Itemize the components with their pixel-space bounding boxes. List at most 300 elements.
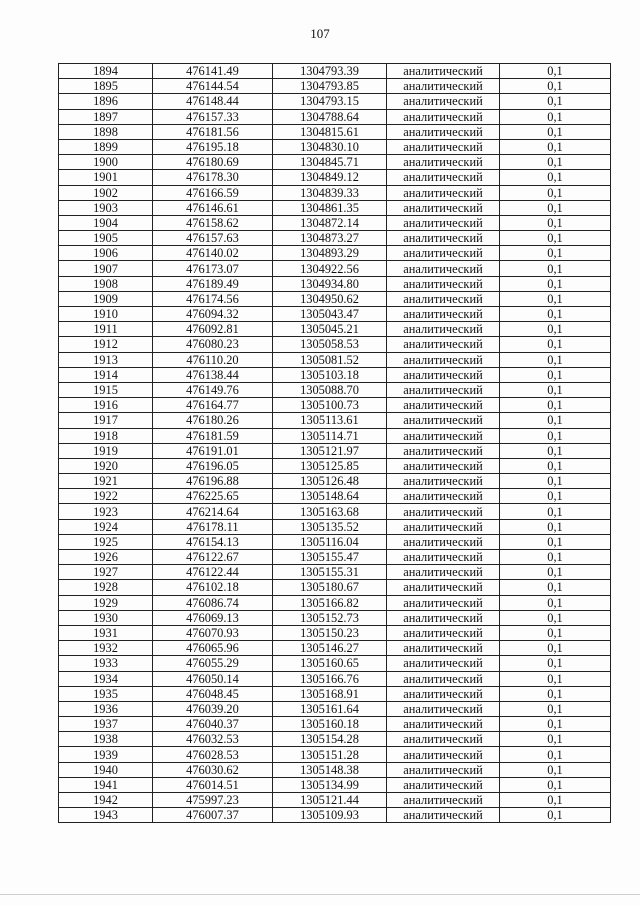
table-row (59, 185, 611, 200)
x-coordinate-cell: 476191.01 (153, 443, 273, 458)
table-row (59, 610, 611, 625)
y-coordinate-cell: 1305081.52 (273, 352, 387, 367)
y-coordinate-cell: 1305150.23 (273, 625, 387, 640)
accuracy-cell: 0,1 (500, 701, 611, 716)
accuracy-cell: 0,1 (500, 443, 611, 458)
point-number-cell: 1906 (59, 246, 153, 261)
accuracy-cell: 0,1 (500, 79, 611, 94)
page-number: 107 (310, 26, 330, 41)
y-coordinate-cell: 1304815.61 (273, 124, 387, 139)
x-coordinate-cell: 476080.23 (153, 337, 273, 352)
accuracy-cell: 0,1 (500, 489, 611, 504)
accuracy-cell: 0,1 (500, 474, 611, 489)
y-coordinate-cell: 1305152.73 (273, 610, 387, 625)
accuracy-cell: 0,1 (500, 94, 611, 109)
method-cell: аналитический (387, 504, 500, 519)
table-row (59, 307, 611, 322)
y-coordinate-cell: 1304934.80 (273, 276, 387, 291)
y-coordinate-cell: 1305148.64 (273, 489, 387, 504)
method-cell: аналитический (387, 474, 500, 489)
method-cell: аналитический (387, 155, 500, 170)
method-cell: аналитический (387, 322, 500, 337)
table-row (59, 793, 611, 808)
point-number-cell: 1933 (59, 656, 153, 671)
y-coordinate-cell: 1305126.48 (273, 474, 387, 489)
method-cell: аналитический (387, 398, 500, 413)
y-coordinate-cell: 1305160.65 (273, 656, 387, 671)
accuracy-cell: 0,1 (500, 215, 611, 230)
x-coordinate-cell: 476065.96 (153, 641, 273, 656)
accuracy-cell: 0,1 (500, 307, 611, 322)
x-coordinate-cell: 475997.23 (153, 793, 273, 808)
point-number-cell: 1910 (59, 307, 153, 322)
method-cell: аналитический (387, 580, 500, 595)
accuracy-cell: 0,1 (500, 458, 611, 473)
y-coordinate-cell: 1305148.38 (273, 762, 387, 777)
method-cell: аналитический (387, 641, 500, 656)
table-row (59, 717, 611, 732)
y-coordinate-cell: 1305160.18 (273, 717, 387, 732)
x-coordinate-cell: 476040.37 (153, 717, 273, 732)
y-coordinate-cell: 1305043.47 (273, 307, 387, 322)
y-coordinate-cell: 1305134.99 (273, 777, 387, 792)
method-cell: аналитический (387, 109, 500, 124)
x-coordinate-cell: 476070.93 (153, 625, 273, 640)
accuracy-cell: 0,1 (500, 762, 611, 777)
table-row (59, 352, 611, 367)
method-cell: аналитический (387, 686, 500, 701)
table-row (59, 458, 611, 473)
x-coordinate-cell: 476180.69 (153, 155, 273, 170)
x-coordinate-cell: 476195.18 (153, 139, 273, 154)
method-cell: аналитический (387, 291, 500, 306)
point-number-cell: 1932 (59, 641, 153, 656)
method-cell: аналитический (387, 94, 500, 109)
table-row (59, 443, 611, 458)
accuracy-cell: 0,1 (500, 565, 611, 580)
method-cell: аналитический (387, 64, 500, 79)
y-coordinate-cell: 1305155.31 (273, 565, 387, 580)
x-coordinate-cell: 476148.44 (153, 94, 273, 109)
accuracy-cell: 0,1 (500, 139, 611, 154)
x-coordinate-cell: 476138.44 (153, 367, 273, 382)
y-coordinate-cell: 1304893.29 (273, 246, 387, 261)
point-number-cell: 1914 (59, 367, 153, 382)
accuracy-cell: 0,1 (500, 322, 611, 337)
y-coordinate-cell: 1304845.71 (273, 155, 387, 170)
accuracy-cell: 0,1 (500, 261, 611, 276)
x-coordinate-cell: 476014.51 (153, 777, 273, 792)
accuracy-cell: 0,1 (500, 504, 611, 519)
x-coordinate-cell: 476214.64 (153, 504, 273, 519)
y-coordinate-cell: 1305166.76 (273, 671, 387, 686)
method-cell: аналитический (387, 762, 500, 777)
table-row (59, 701, 611, 716)
table-row (59, 94, 611, 109)
accuracy-cell: 0,1 (500, 185, 611, 200)
point-number-cell: 1894 (59, 64, 153, 79)
x-coordinate-cell: 476086.74 (153, 595, 273, 610)
accuracy-cell: 0,1 (500, 686, 611, 701)
x-coordinate-cell: 476189.49 (153, 276, 273, 291)
point-number-cell: 1939 (59, 747, 153, 762)
method-cell: аналитический (387, 215, 500, 230)
point-number-cell: 1919 (59, 443, 153, 458)
table-row (59, 686, 611, 701)
accuracy-cell: 0,1 (500, 382, 611, 397)
method-cell: аналитический (387, 519, 500, 534)
accuracy-cell: 0,1 (500, 413, 611, 428)
x-coordinate-cell: 476146.61 (153, 200, 273, 215)
x-coordinate-cell: 476158.62 (153, 215, 273, 230)
x-coordinate-cell: 476050.14 (153, 671, 273, 686)
accuracy-cell: 0,1 (500, 641, 611, 656)
point-number-cell: 1901 (59, 170, 153, 185)
table-row (59, 534, 611, 549)
table-row (59, 109, 611, 124)
point-number-cell: 1897 (59, 109, 153, 124)
point-number-cell: 1911 (59, 322, 153, 337)
y-coordinate-cell: 1304873.27 (273, 231, 387, 246)
table-row (59, 398, 611, 413)
accuracy-cell: 0,1 (500, 550, 611, 565)
accuracy-cell: 0,1 (500, 808, 611, 823)
y-coordinate-cell: 1305155.47 (273, 550, 387, 565)
x-coordinate-cell: 476178.30 (153, 170, 273, 185)
table-row (59, 367, 611, 382)
method-cell: аналитический (387, 367, 500, 382)
point-number-cell: 1935 (59, 686, 153, 701)
y-coordinate-cell: 1305109.93 (273, 808, 387, 823)
y-coordinate-cell: 1305058.53 (273, 337, 387, 352)
table-row (59, 777, 611, 792)
table-row (59, 504, 611, 519)
y-coordinate-cell: 1305113.61 (273, 413, 387, 428)
accuracy-cell: 0,1 (500, 625, 611, 640)
method-cell: аналитический (387, 777, 500, 792)
table-row (59, 550, 611, 565)
y-coordinate-cell: 1305166.82 (273, 595, 387, 610)
accuracy-cell: 0,1 (500, 64, 611, 79)
y-coordinate-cell: 1304861.35 (273, 200, 387, 215)
accuracy-cell: 0,1 (500, 671, 611, 686)
accuracy-cell: 0,1 (500, 717, 611, 732)
point-number-cell: 1908 (59, 276, 153, 291)
method-cell: аналитический (387, 701, 500, 716)
accuracy-cell: 0,1 (500, 200, 611, 215)
accuracy-cell: 0,1 (500, 534, 611, 549)
method-cell: аналитический (387, 671, 500, 686)
point-number-cell: 1923 (59, 504, 153, 519)
y-coordinate-cell: 1305088.70 (273, 382, 387, 397)
y-coordinate-cell: 1304950.62 (273, 291, 387, 306)
table-row (59, 261, 611, 276)
method-cell: аналитический (387, 443, 500, 458)
point-number-cell: 1915 (59, 382, 153, 397)
y-coordinate-cell: 1305103.18 (273, 367, 387, 382)
table-body (59, 64, 611, 823)
method-cell: аналитический (387, 610, 500, 625)
accuracy-cell: 0,1 (500, 291, 611, 306)
table-row (59, 413, 611, 428)
method-cell: аналитический (387, 428, 500, 443)
table-row (59, 382, 611, 397)
method-cell: аналитический (387, 185, 500, 200)
table-row (59, 322, 611, 337)
table-row (59, 124, 611, 139)
point-number-cell: 1931 (59, 625, 153, 640)
point-number-cell: 1927 (59, 565, 153, 580)
method-cell: аналитический (387, 656, 500, 671)
y-coordinate-cell: 1305121.44 (273, 793, 387, 808)
table-row (59, 519, 611, 534)
point-number-cell: 1929 (59, 595, 153, 610)
point-number-cell: 1898 (59, 124, 153, 139)
point-number-cell: 1899 (59, 139, 153, 154)
y-coordinate-cell: 1305180.67 (273, 580, 387, 595)
y-coordinate-cell: 1305151.28 (273, 747, 387, 762)
x-coordinate-cell: 476048.45 (153, 686, 273, 701)
point-number-cell: 1921 (59, 474, 153, 489)
x-coordinate-cell: 476154.13 (153, 534, 273, 549)
x-coordinate-cell: 476178.11 (153, 519, 273, 534)
method-cell: аналитический (387, 565, 500, 580)
table-row (59, 656, 611, 671)
point-number-cell: 1937 (59, 717, 153, 732)
x-coordinate-cell: 476196.88 (153, 474, 273, 489)
method-cell: аналитический (387, 276, 500, 291)
accuracy-cell: 0,1 (500, 231, 611, 246)
method-cell: аналитический (387, 261, 500, 276)
point-number-cell: 1942 (59, 793, 153, 808)
x-coordinate-cell: 476094.32 (153, 307, 273, 322)
y-coordinate-cell: 1305114.71 (273, 428, 387, 443)
method-cell: аналитический (387, 139, 500, 154)
x-coordinate-cell: 476110.20 (153, 352, 273, 367)
table-row (59, 625, 611, 640)
point-number-cell: 1902 (59, 185, 153, 200)
x-coordinate-cell: 476092.81 (153, 322, 273, 337)
table-row (59, 139, 611, 154)
accuracy-cell: 0,1 (500, 170, 611, 185)
method-cell: аналитический (387, 352, 500, 367)
point-number-cell: 1924 (59, 519, 153, 534)
table-row (59, 580, 611, 595)
point-number-cell: 1903 (59, 200, 153, 215)
y-coordinate-cell: 1304788.64 (273, 109, 387, 124)
y-coordinate-cell: 1305116.04 (273, 534, 387, 549)
table-row (59, 155, 611, 170)
x-coordinate-cell: 476028.53 (153, 747, 273, 762)
y-coordinate-cell: 1305121.97 (273, 443, 387, 458)
point-number-cell: 1934 (59, 671, 153, 686)
y-coordinate-cell: 1305163.68 (273, 504, 387, 519)
x-coordinate-cell: 476157.63 (153, 231, 273, 246)
x-coordinate-cell: 476173.07 (153, 261, 273, 276)
table-row (59, 762, 611, 777)
accuracy-cell: 0,1 (500, 656, 611, 671)
table-row (59, 215, 611, 230)
y-coordinate-cell: 1305154.28 (273, 732, 387, 747)
method-cell: аналитический (387, 717, 500, 732)
table-row (59, 808, 611, 823)
y-coordinate-cell: 1305135.52 (273, 519, 387, 534)
point-number-cell: 1941 (59, 777, 153, 792)
x-coordinate-cell: 476140.02 (153, 246, 273, 261)
table-row (59, 79, 611, 94)
table-row (59, 200, 611, 215)
x-coordinate-cell: 476122.67 (153, 550, 273, 565)
method-cell: аналитический (387, 534, 500, 549)
accuracy-cell: 0,1 (500, 580, 611, 595)
method-cell: аналитический (387, 458, 500, 473)
y-coordinate-cell: 1304922.56 (273, 261, 387, 276)
point-number-cell: 1913 (59, 352, 153, 367)
point-number-cell: 1900 (59, 155, 153, 170)
x-coordinate-cell: 476055.29 (153, 656, 273, 671)
method-cell: аналитический (387, 337, 500, 352)
x-coordinate-cell: 476181.56 (153, 124, 273, 139)
accuracy-cell: 0,1 (500, 793, 611, 808)
table-row (59, 64, 611, 79)
accuracy-cell: 0,1 (500, 367, 611, 382)
y-coordinate-cell: 1305125.85 (273, 458, 387, 473)
point-number-cell: 1907 (59, 261, 153, 276)
accuracy-cell: 0,1 (500, 610, 611, 625)
table-row (59, 595, 611, 610)
y-coordinate-cell: 1304830.10 (273, 139, 387, 154)
x-coordinate-cell: 476122.44 (153, 565, 273, 580)
point-number-cell: 1940 (59, 762, 153, 777)
point-number-cell: 1909 (59, 291, 153, 306)
accuracy-cell: 0,1 (500, 246, 611, 261)
point-number-cell: 1912 (59, 337, 153, 352)
x-coordinate-cell: 476007.37 (153, 808, 273, 823)
y-coordinate-cell: 1304849.12 (273, 170, 387, 185)
point-number-cell: 1905 (59, 231, 153, 246)
point-number-cell: 1938 (59, 732, 153, 747)
table-row (59, 291, 611, 306)
x-coordinate-cell: 476039.20 (153, 701, 273, 716)
table-row (59, 671, 611, 686)
method-cell: аналитический (387, 246, 500, 261)
table-row (59, 565, 611, 580)
x-coordinate-cell: 476102.18 (153, 580, 273, 595)
point-number-cell: 1920 (59, 458, 153, 473)
point-number-cell: 1922 (59, 489, 153, 504)
x-coordinate-cell: 476225.65 (153, 489, 273, 504)
method-cell: аналитический (387, 170, 500, 185)
coordinates-table (58, 63, 611, 823)
method-cell: аналитический (387, 489, 500, 504)
method-cell: аналитический (387, 550, 500, 565)
method-cell: аналитический (387, 200, 500, 215)
y-coordinate-cell: 1305161.64 (273, 701, 387, 716)
x-coordinate-cell: 476181.59 (153, 428, 273, 443)
x-coordinate-cell: 476166.59 (153, 185, 273, 200)
table-row (59, 641, 611, 656)
table-row (59, 246, 611, 261)
y-coordinate-cell: 1304872.14 (273, 215, 387, 230)
accuracy-cell: 0,1 (500, 155, 611, 170)
point-number-cell: 1930 (59, 610, 153, 625)
y-coordinate-cell: 1304793.15 (273, 94, 387, 109)
point-number-cell: 1928 (59, 580, 153, 595)
table-row (59, 489, 611, 504)
point-number-cell: 1918 (59, 428, 153, 443)
y-coordinate-cell: 1305168.91 (273, 686, 387, 701)
table-row (59, 337, 611, 352)
accuracy-cell: 0,1 (500, 352, 611, 367)
x-coordinate-cell: 476164.77 (153, 398, 273, 413)
method-cell: аналитический (387, 124, 500, 139)
method-cell: аналитический (387, 307, 500, 322)
accuracy-cell: 0,1 (500, 428, 611, 443)
x-coordinate-cell: 476144.54 (153, 79, 273, 94)
method-cell: аналитический (387, 413, 500, 428)
scan-edge-line (0, 894, 640, 895)
accuracy-cell: 0,1 (500, 519, 611, 534)
y-coordinate-cell: 1305100.73 (273, 398, 387, 413)
point-number-cell: 1936 (59, 701, 153, 716)
x-coordinate-cell: 476030.62 (153, 762, 273, 777)
x-coordinate-cell: 476174.56 (153, 291, 273, 306)
table-row (59, 474, 611, 489)
accuracy-cell: 0,1 (500, 595, 611, 610)
accuracy-cell: 0,1 (500, 732, 611, 747)
accuracy-cell: 0,1 (500, 109, 611, 124)
accuracy-cell: 0,1 (500, 276, 611, 291)
point-number-cell: 1926 (59, 550, 153, 565)
x-coordinate-cell: 476141.49 (153, 64, 273, 79)
point-number-cell: 1896 (59, 94, 153, 109)
method-cell: аналитический (387, 79, 500, 94)
y-coordinate-cell: 1305045.21 (273, 322, 387, 337)
x-coordinate-cell: 476196.05 (153, 458, 273, 473)
x-coordinate-cell: 476069.13 (153, 610, 273, 625)
point-number-cell: 1904 (59, 215, 153, 230)
table-row (59, 231, 611, 246)
method-cell: аналитический (387, 747, 500, 762)
point-number-cell: 1943 (59, 808, 153, 823)
method-cell: аналитический (387, 808, 500, 823)
method-cell: аналитический (387, 595, 500, 610)
table-row (59, 170, 611, 185)
table-row (59, 428, 611, 443)
y-coordinate-cell: 1304839.33 (273, 185, 387, 200)
y-coordinate-cell: 1304793.39 (273, 64, 387, 79)
table-row (59, 747, 611, 762)
x-coordinate-cell: 476032.53 (153, 732, 273, 747)
method-cell: аналитический (387, 793, 500, 808)
x-coordinate-cell: 476180.26 (153, 413, 273, 428)
x-coordinate-cell: 476157.33 (153, 109, 273, 124)
method-cell: аналитический (387, 382, 500, 397)
method-cell: аналитический (387, 732, 500, 747)
point-number-cell: 1916 (59, 398, 153, 413)
point-number-cell: 1895 (59, 79, 153, 94)
point-number-cell: 1925 (59, 534, 153, 549)
accuracy-cell: 0,1 (500, 337, 611, 352)
point-number-cell: 1917 (59, 413, 153, 428)
table-row (59, 276, 611, 291)
table-row (59, 732, 611, 747)
method-cell: аналитический (387, 231, 500, 246)
method-cell: аналитический (387, 625, 500, 640)
accuracy-cell: 0,1 (500, 747, 611, 762)
y-coordinate-cell: 1305146.27 (273, 641, 387, 656)
y-coordinate-cell: 1304793.85 (273, 79, 387, 94)
